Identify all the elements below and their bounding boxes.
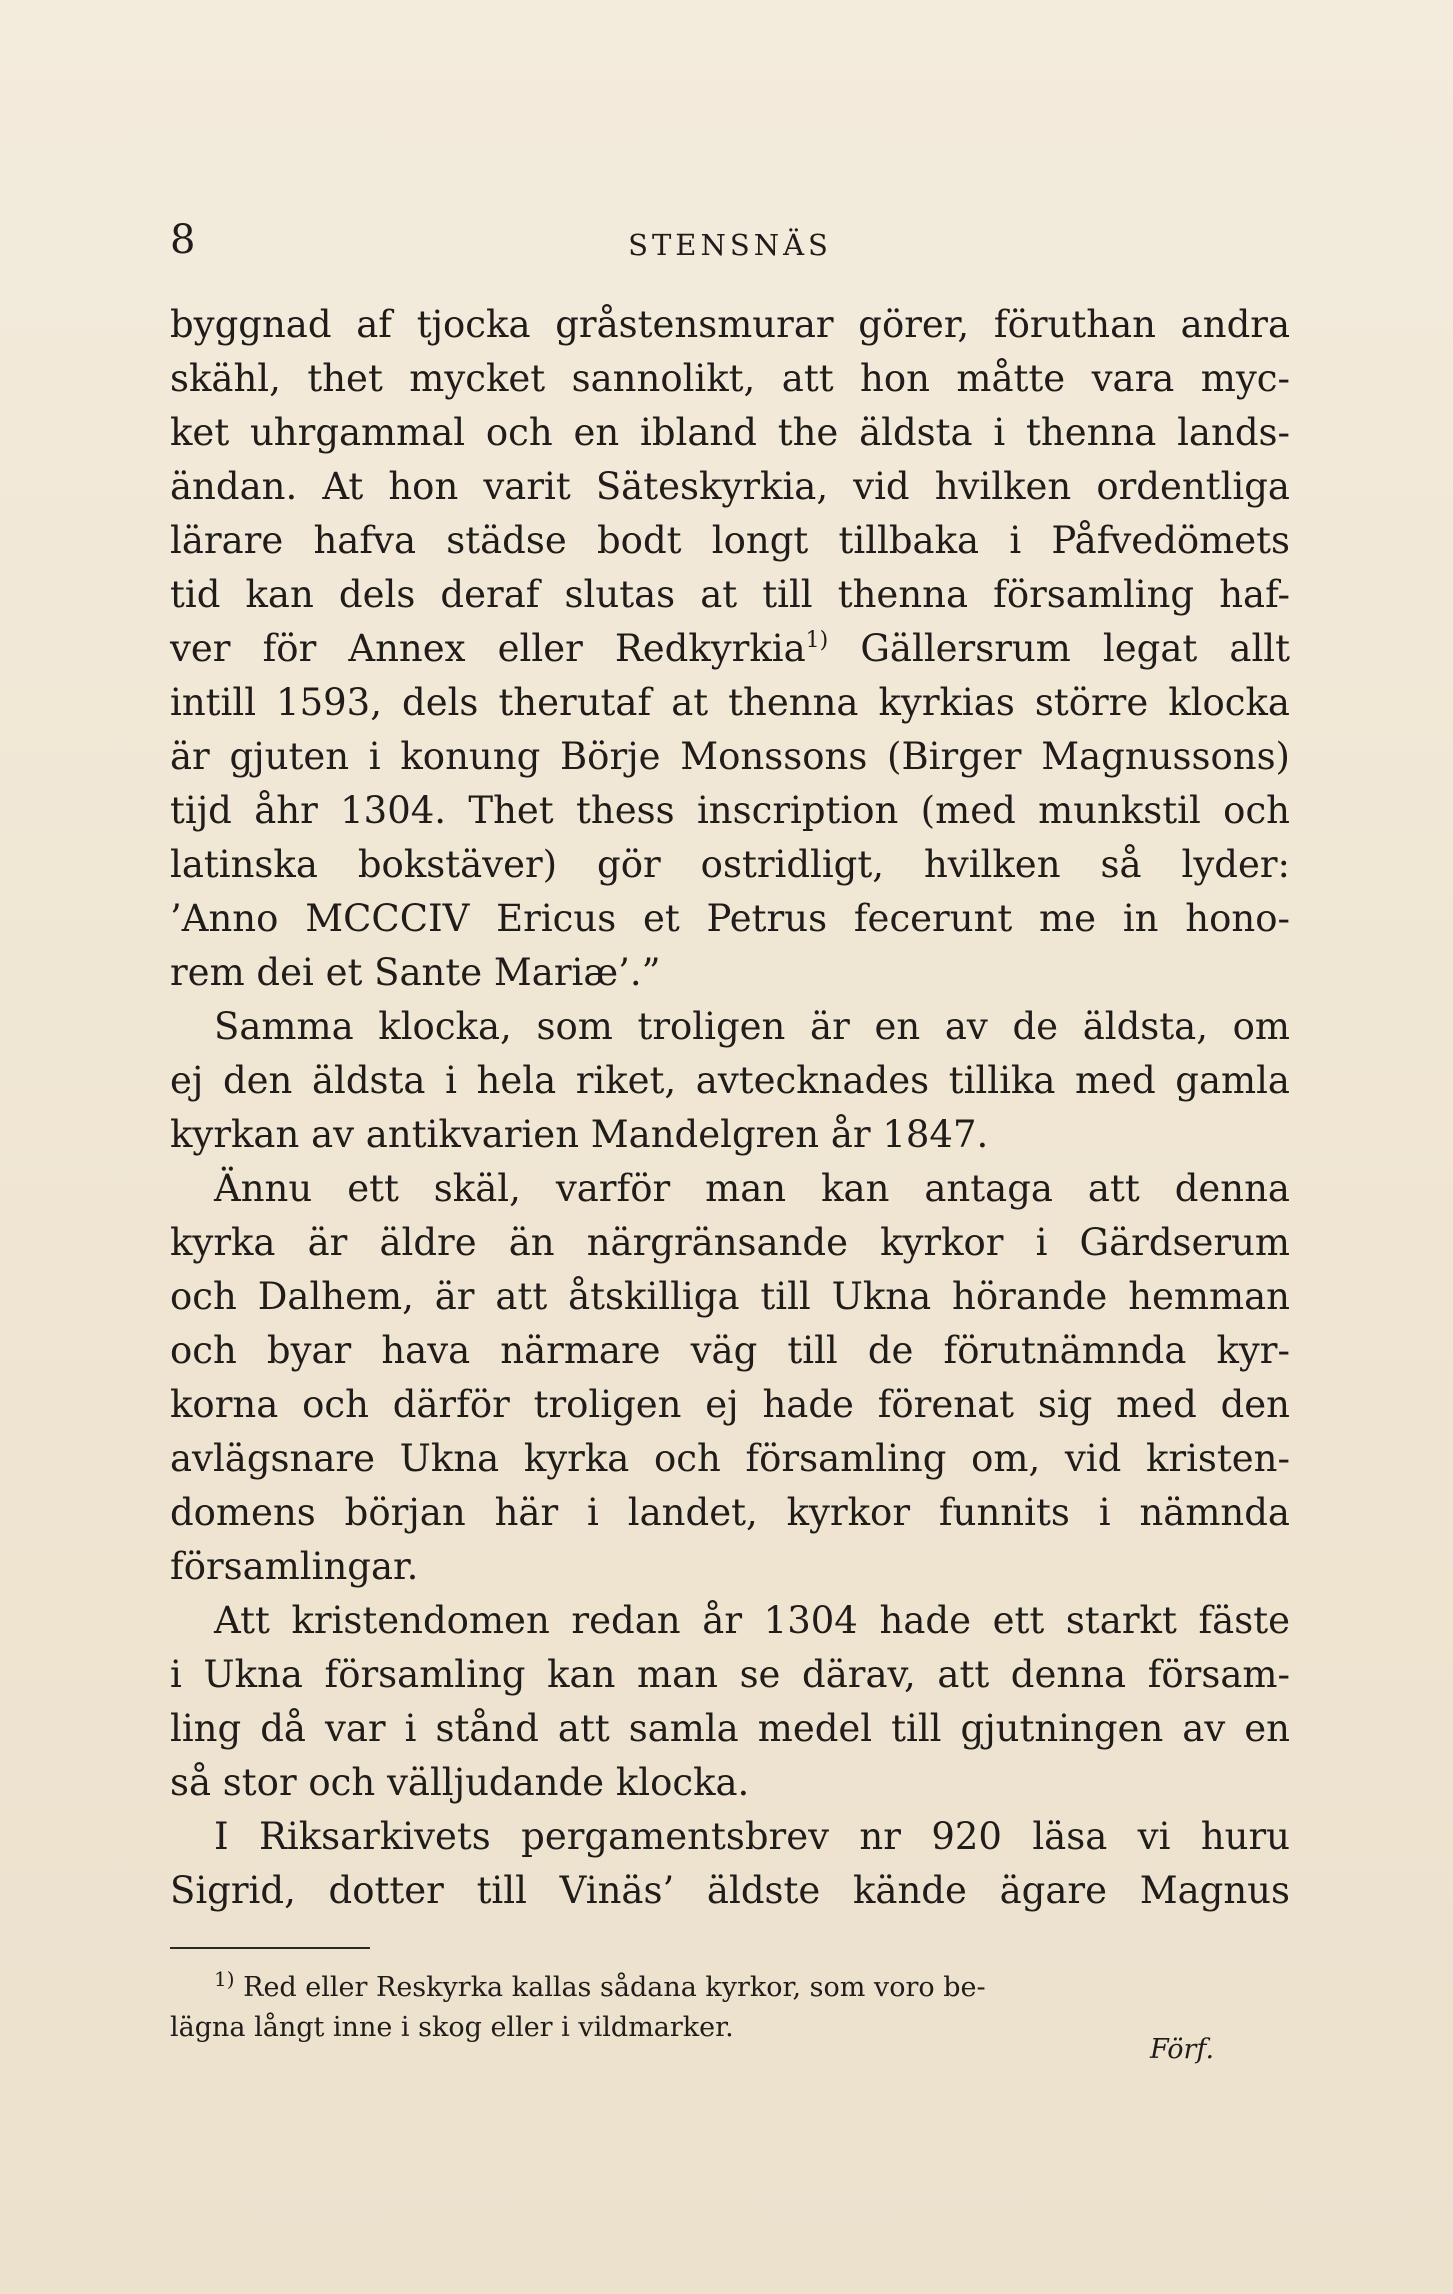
text-line: intill 1593, dels therutaf at thenna kyrkias större klocka [170, 681, 1290, 724]
running-head: STENSNÄS [628, 228, 832, 262]
text-line: Ännu ett skäl, varför man kan antaga att denna [214, 1167, 1290, 1210]
footnote-marker: 1) [214, 1967, 235, 1991]
text-line: så stor och välljudande klocka. [170, 1761, 750, 1804]
page-header [170, 217, 1290, 280]
text-fragment: ver för Annex eller Redkyrkia [170, 627, 806, 670]
text-line: domens början här i landet, kyrkor funnits i nämnda [170, 1491, 1290, 1534]
text-line: ’Anno MCCCIV Ericus et Petrus fecerunt me in hono- [170, 897, 1290, 940]
footnote-text: Red eller Reskyrka kallas sådana kyrkor, som voro be- [234, 1972, 986, 2003]
body-text [170, 298, 1290, 1918]
text-fragment: Gällersrum legat allt [828, 627, 1290, 670]
footnote-signature: Förf. [1150, 2034, 1215, 2065]
page-number: 8 [170, 217, 196, 263]
text-line: i Ukna församling kan man se därav, att denna försam- [170, 1653, 1290, 1696]
text-line: Samma klocka, som troligen är en av de äldsta, om [214, 1005, 1290, 1048]
text-line: ling då var i stånd att samla medel till gjutningen av en [170, 1707, 1290, 1750]
text-line: ändan. At hon varit Säteskyrkia, vid hvilken ordentliga [170, 465, 1290, 508]
text-line: tid kan dels deraf slutas at till thenna församling haf- [170, 573, 1290, 616]
text-line: kyrka är äldre än närgränsande kyrkor i Gärdserum [170, 1221, 1290, 1264]
text-line: lärare hafva städse bodt longt tillbaka i Påfvedömets [170, 519, 1290, 562]
text-line: latinska bokstäver) gör ostridligt, hvilken så lyder: [170, 843, 1290, 886]
text-line: avlägsnare Ukna kyrka och församling om, vid kristen- [170, 1437, 1290, 1480]
text-line: korna och därför troligen ej hade förenat sig med den [170, 1383, 1290, 1426]
footnote-rule [170, 1947, 370, 1949]
text-line: skähl, thet mycket sannolikt, att hon måtte vara myc- [170, 357, 1290, 400]
text-line: kyrkan av antikvarien Mandelgren år 1847. [170, 1113, 989, 1156]
footnote-line [170, 1968, 1270, 2008]
text-line [170, 622, 1290, 676]
text-line: är gjuten i konung Börje Monssons (Birger Magnussons) [170, 735, 1290, 778]
text-line: Sigrid, dotter till Vinäs’ äldste kände ägare Magnus [170, 1869, 1290, 1912]
text-line: och byar hava närmare väg till de förutnämnda kyr- [170, 1329, 1290, 1372]
footnote [170, 1968, 1270, 2048]
text-line: och Dalhem, är att åtskilliga till Ukna hörande hemman [170, 1275, 1290, 1318]
text-line: rem dei et Sante Mariæ’.” [170, 951, 661, 994]
text-line: församlingar. [170, 1545, 419, 1588]
footnote-reference: 1) [805, 628, 829, 653]
text-line: byggnad af tjocka gråstensmurar görer, föruthan andra [170, 303, 1290, 346]
text-line: Att kristendomen redan år 1304 hade ett starkt fäste [214, 1599, 1290, 1642]
text-line: ket uhrgammal och en ibland the äldsta i thenna lands- [170, 411, 1290, 454]
footnote-line: lägna långt inne i skog eller i vildmarker. [170, 2012, 734, 2043]
text-line: I Riksarkivets pergamentsbrev nr 920 läsa vi huru [214, 1815, 1290, 1858]
text-line: ej den äldsta i hela riket, avtecknades tillika med gamla [170, 1059, 1290, 1102]
text-line: tijd åhr 1304. Thet thess inscription (med munkstil och [170, 789, 1290, 832]
